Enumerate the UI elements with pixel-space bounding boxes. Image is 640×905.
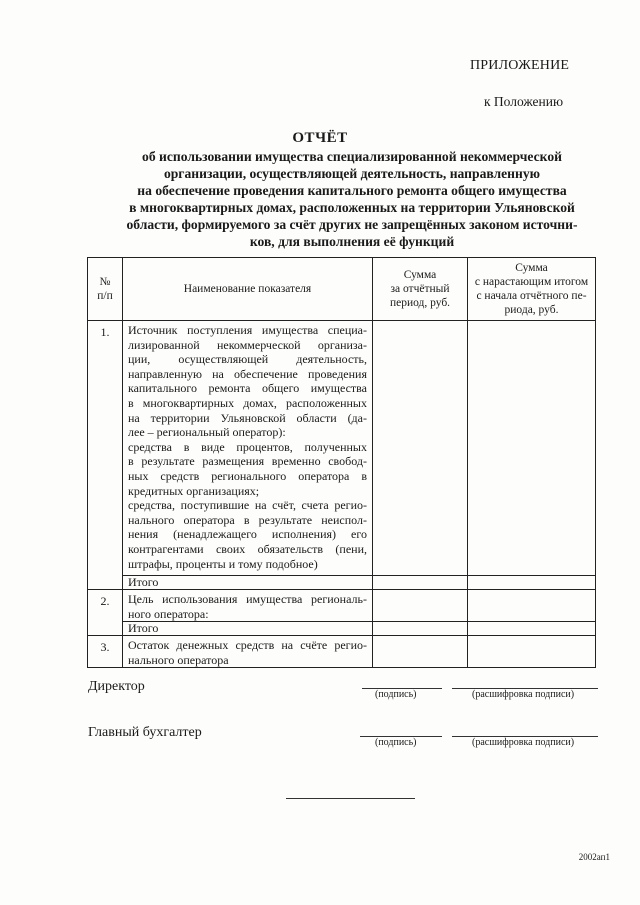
table-header-row bbox=[88, 258, 596, 321]
director-signature-caption: (подпись) bbox=[375, 689, 417, 700]
document-subtitle bbox=[98, 148, 606, 250]
row-description: Цель использования имущества региональ- ного оператора: bbox=[123, 590, 373, 622]
subtitle-line: организации, осуществляющей деятельность, направленную bbox=[163, 166, 541, 181]
row-period-value bbox=[373, 622, 468, 636]
table-total-row bbox=[88, 622, 596, 636]
row-cumulative-value bbox=[468, 321, 596, 576]
subtitle-line: ков, для выполнения её функций bbox=[249, 234, 455, 249]
row-cumulative-value bbox=[468, 636, 596, 668]
separator-line bbox=[286, 798, 415, 799]
row-number: 1. bbox=[88, 321, 123, 590]
subtitle-line: области, формируемого за счёт других не запрещённых законом источни- bbox=[126, 217, 578, 232]
director-label: Директор bbox=[88, 679, 145, 694]
row-total-label: Итого bbox=[123, 576, 373, 590]
table-row bbox=[88, 590, 596, 622]
row-total-label: Итого bbox=[123, 622, 373, 636]
subtitle-line: на обеспечение проведения капитального ремонта общего имущества bbox=[137, 183, 567, 198]
header-name: Наименование показателя bbox=[123, 258, 373, 321]
accountant-signature-caption: (подпись) bbox=[375, 737, 417, 748]
document-code: 2002ап1 bbox=[578, 852, 610, 862]
table-row bbox=[88, 321, 596, 576]
appendix-label: ПРИЛОЖЕНИЕ bbox=[470, 58, 570, 73]
report-table bbox=[87, 257, 596, 668]
header-period: Сумма за отчётный период, руб. bbox=[373, 258, 468, 321]
document-title: ОТЧЁТ bbox=[292, 130, 348, 146]
row-period-value bbox=[373, 321, 468, 576]
subtitle-line: в многоквартирных домах, расположенных на территории Ульяновской bbox=[129, 200, 575, 215]
director-decoding-caption: (расшифровка подписи) bbox=[472, 689, 575, 700]
header-num: № п/п bbox=[88, 258, 123, 321]
row-cumulative-value bbox=[468, 622, 596, 636]
table-total-row bbox=[88, 576, 596, 590]
row-description: Источник поступления имущества специа- лизированной некоммерческой организа- ции, осуществляющей деятельность, направленную на обеспечение проведения капитального ремонта общего имущества в многоквартирных домах, расположенных на территории Ульяновской области (да- лее – региональный оператор): средства в виде процентов, полученных в результате размещения временно свобод- ных средств регионального оператора в кредитных организациях; средства, поступившие на счёт, счета регио- нального оператора в результате неиспол- нения (ненадлежащего исполнения) его контрагентами своих обязательств (пени, штрафы, проценты и тому подобное) bbox=[123, 321, 373, 576]
to-regulation-label: к Положению bbox=[484, 94, 564, 109]
row-cumulative-value bbox=[468, 576, 596, 590]
row-number: 2. bbox=[88, 590, 123, 636]
chief-accountant-label: Главный бухгалтер bbox=[88, 725, 202, 740]
row-period-value bbox=[373, 576, 468, 590]
row-cumulative-value bbox=[468, 590, 596, 622]
row-period-value bbox=[373, 590, 468, 622]
table-row bbox=[88, 636, 596, 668]
row-description: Остаток денежных средств на счёте регио- нального оператора bbox=[123, 636, 373, 668]
subtitle-line: об использовании имущества специализированной некоммерческой bbox=[142, 149, 562, 164]
accountant-decoding-caption: (расшифровка подписи) bbox=[472, 737, 575, 748]
row-period-value bbox=[373, 636, 468, 668]
header-cumulative: Сумма с нарастающим итогом с начала отчётного пе- риода, руб. bbox=[468, 258, 596, 321]
row-number: 3. bbox=[88, 636, 123, 668]
